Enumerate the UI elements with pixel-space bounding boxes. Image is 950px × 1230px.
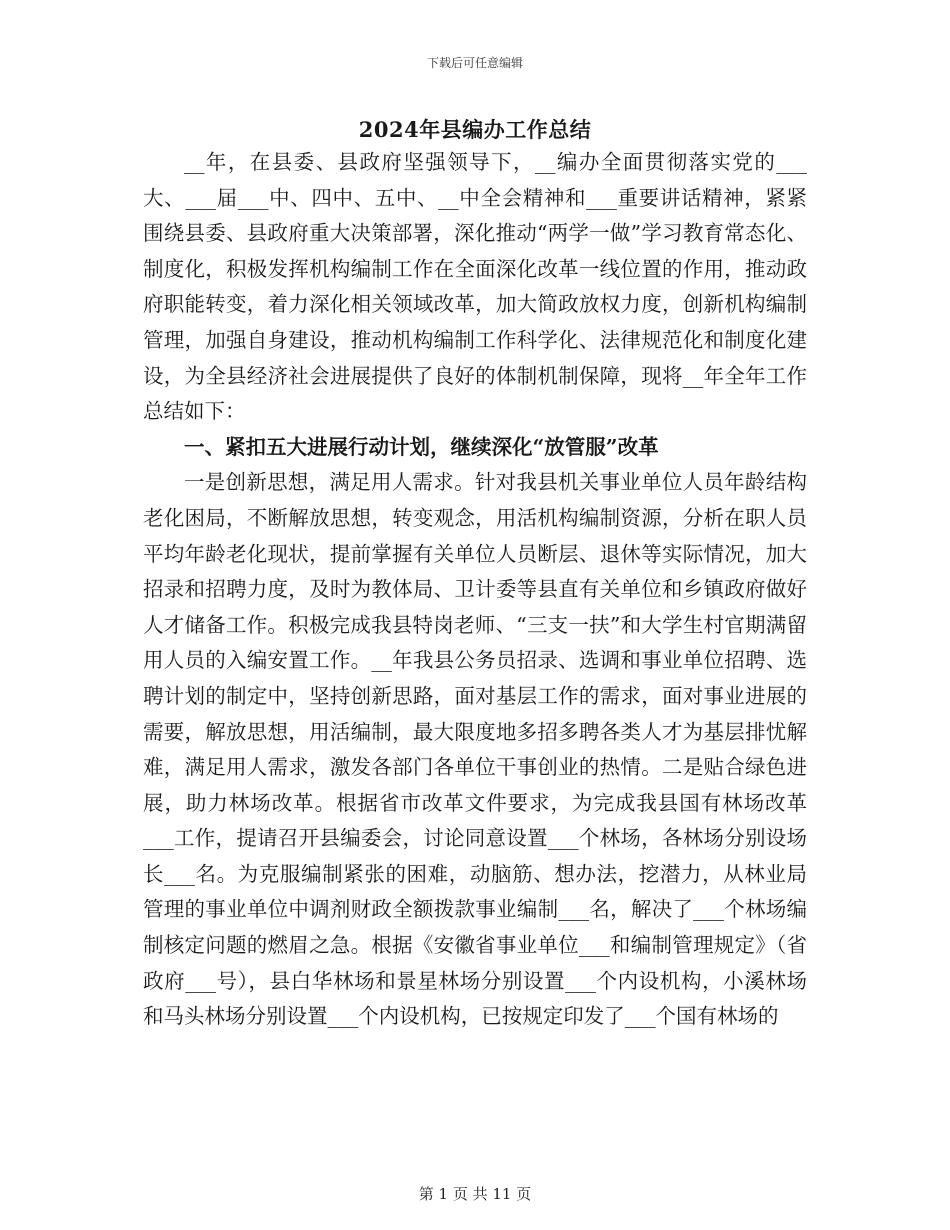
document-body [143, 145, 807, 1035]
page-number: 第 1 页 共 11 页 [418, 1185, 532, 1203]
page-header: 下载后可任意编辑 [426, 56, 523, 70]
section-heading: 一、紧扣五大进展行动计划，继续深化“放管服”改革 [184, 434, 659, 459]
document-title: 2024年县编办工作总结 [358, 117, 592, 142]
intro-paragraph: __年，在县委、县政府坚强领导下，__编办全面贯彻落实党的___大、___届___中、四中、五中、__中全会精神和___重要讲话精神，紧紧围绕县委、县政府重大决策部署，深化推动“两学一做”学习教育常态化、制度化，积极发挥机构编制工作在全面深化改革一线位置的作用，推动政府职能转变，着力深化相关领域改革，加大简政放权力度，创新机构编制管理，加强自身建设，推动机构编制工作科学化、法律规范化和制度化建设，为全县经济社会进展提供了良好的体制机制保障，现将__年全年工作总结如下： [143, 150, 807, 424]
body-paragraph: 一是创新思想，满足用人需求。针对我县机关事业单位人员年龄结构老化困局，不断解放思想，转变观念，用活机构编制资源，分析在职人员平均年龄老化现状，提前掌握有关单位人员断层、退休等实际情况，加大招录和招聘力度，及时为教体局、卫计委等县直有关单位和乡镇政府做好人才储备工作。积极完成我县特岗老师、“三支一扶”和大学生村官期满留用人员的入编安置工作。__年我县公务员招录、选调和事业单位招聘、选聘计划的制定中，坚持创新思路，面对基层工作的需求，面对事业进展的需要，解放思想，用活编制，最大限度地多招多聘各类人才为基层排忧解难，满足用人需求，激发各部门各单位干事创业的热情。二是贴合绿色进展，助力林场改革。根据省市改革文件要求，为完成我县国有林场改革___工作，提请召开县编委会，讨论同意设置___个林场，各林场分别设场长___名。为克服编制紧张的困难，动脑筋、想办法，挖潜力，从林业局管理的事业单位中调剂财政全额拨款事业编制___名，解决了___个林场编制核定问题的燃眉之急。根据《安徽省事业单位___和编制管理规定》（省政府___号），县白华林场和景星林场分别设置___个内设机构，小溪林场和马头林场分别设置___个内设机构，已按规定印发了___个国有林场的 [143, 470, 807, 1029]
